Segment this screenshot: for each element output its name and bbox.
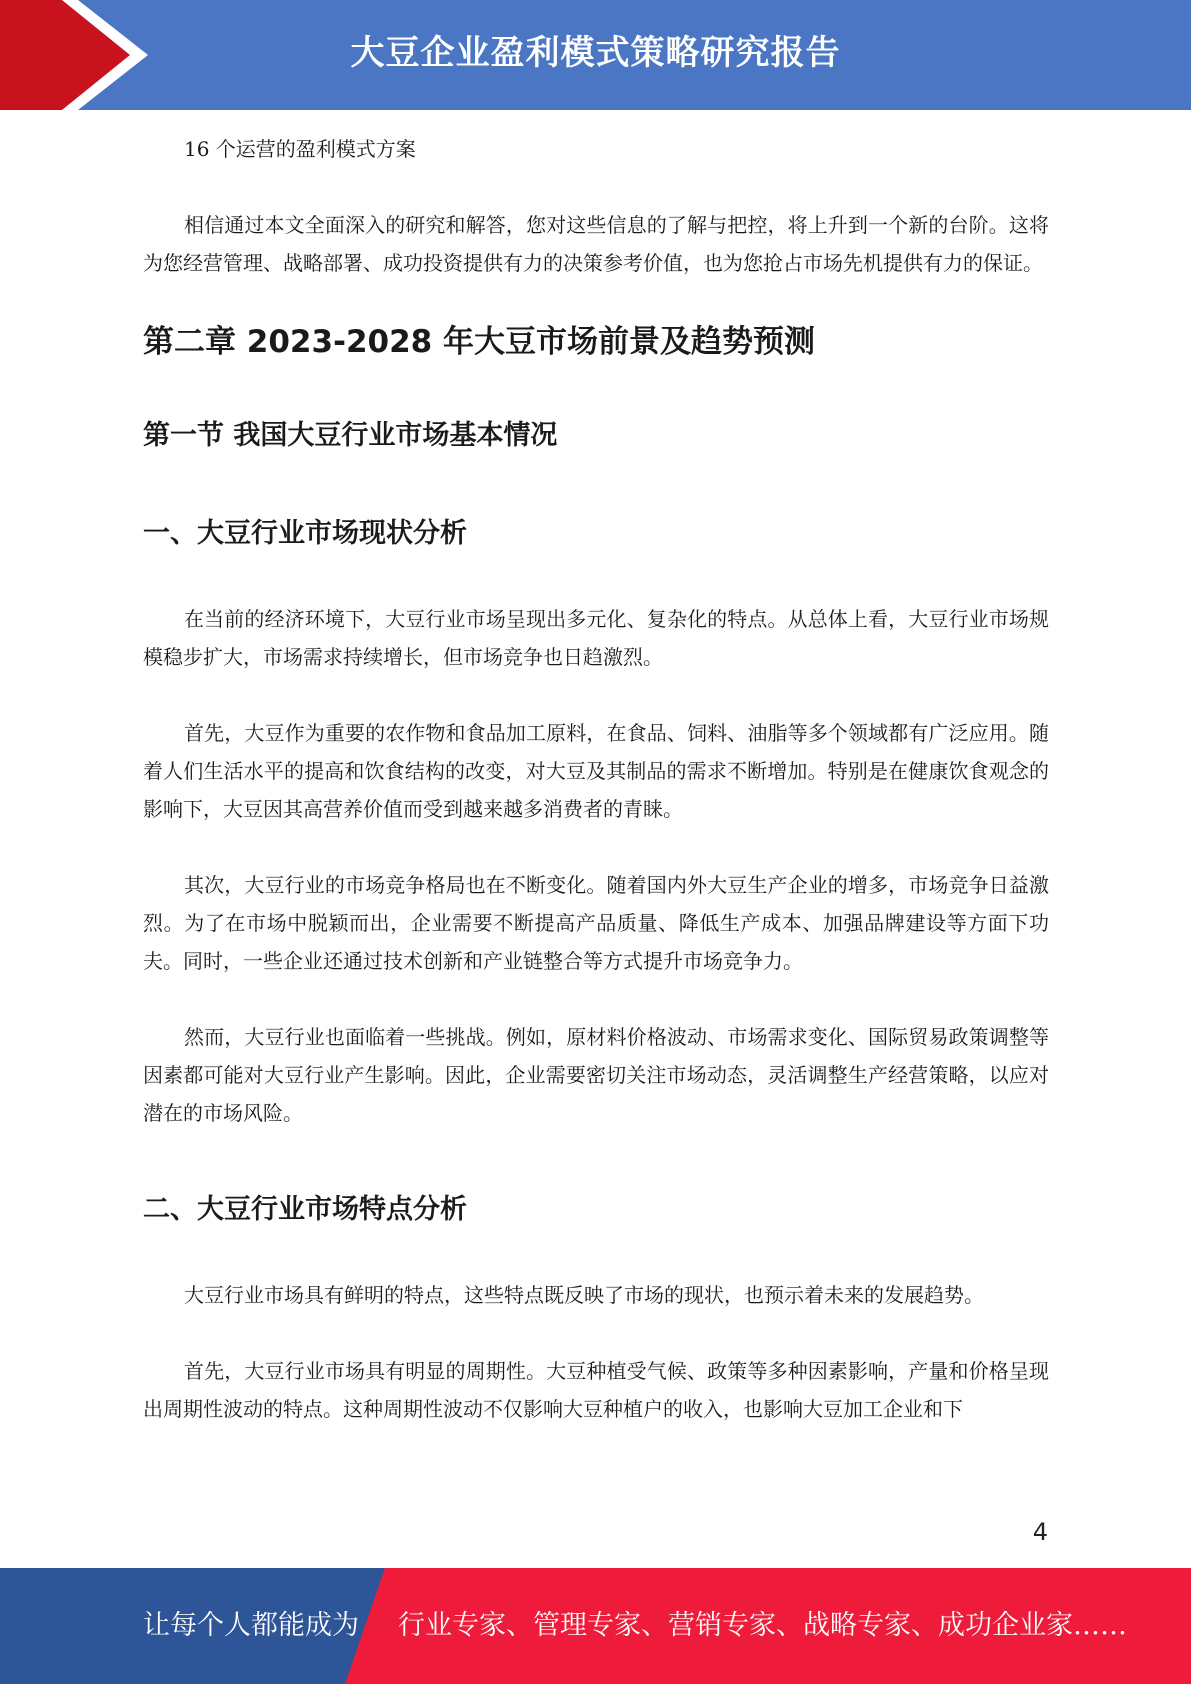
intro-paragraph: 相信通过本文全面深入的研究和解答，您对这些信息的了解与把控，将上升到一个新的台阶。这将为您经营管理、战略部署、成功投资提供有力的决策参考价值，也为您抢占市场先机提供有力的保证。 (143, 213, 1049, 275)
section-title: 第一节 我国大豆行业市场基本情况 (143, 420, 558, 451)
intro-line: 16 个运营的盈利模式方案 (184, 137, 416, 161)
subsection-title-1: 一、大豆行业市场现状分析 (143, 518, 467, 549)
paragraph: 首先，大豆行业市场具有明显的周期性。大豆种植受气候、政策等多种因素影响，产量和价格呈现出周期性波动的特点。这种周期性波动不仅影响大豆种植户的收入，也影响大豆加工企业和下 (143, 1359, 1049, 1421)
header-arrow-decoration (0, 0, 160, 110)
footer-slogan-right: 行业专家、管理专家、营销专家、战略专家、成功企业家…… (398, 1610, 1127, 1641)
paragraph: 其次，大豆行业的市场竞争格局也在不断变化。随着国内外大豆生产企业的增多，市场竞争日益激烈。为了在市场中脱颖而出，企业需要不断提高产品质量、降低生产成本、加强品牌建设等方面下功夫。同时，一些企业还通过技术创新和产业链整合等方式提升市场竞争力。 (143, 873, 1049, 973)
paragraph: 大豆行业市场具有鲜明的特点，这些特点既反映了市场的现状，也预示着未来的发展趋势。 (184, 1283, 984, 1307)
paragraph: 首先，大豆作为重要的农作物和食品加工原料，在食品、饲料、油脂等多个领域都有广泛应用。随着人们生活水平的提高和饮食结构的改变，对大豆及其制品的需求不断增加。特别是在健康饮食观念的影响下，大豆因其高营养价值而受到越来越多消费者的青睐。 (143, 721, 1049, 821)
footer-banner (0, 1568, 1191, 1684)
subsection-title-2: 二、大豆行业市场特点分析 (143, 1194, 467, 1225)
paragraph: 在当前的经济环境下，大豆行业市场呈现出多元化、复杂化的特点。从总体上看，大豆行业市场规模稳步扩大，市场需求持续增长，但市场竞争也日趋激烈。 (143, 607, 1049, 669)
header-banner (0, 0, 1191, 110)
chapter-title: 第二章 2023-2028 年大豆市场前景及趋势预测 (143, 324, 816, 360)
footer-slogan-left: 让每个人都能成为 (143, 1610, 359, 1641)
page-content (143, 130, 1049, 1466)
paragraph: 然而，大豆行业也面临着一些挑战。例如，原材料价格波动、市场需求变化、国际贸易政策调整等因素都可能对大豆行业产生影响。因此，企业需要密切关注市场动态，灵活调整生产经营策略，以应对潜在的市场风险。 (143, 1025, 1049, 1125)
document-title: 大豆企业盈利模式策略研究报告 (350, 33, 841, 73)
page-number: 4 (1032, 1518, 1048, 1546)
